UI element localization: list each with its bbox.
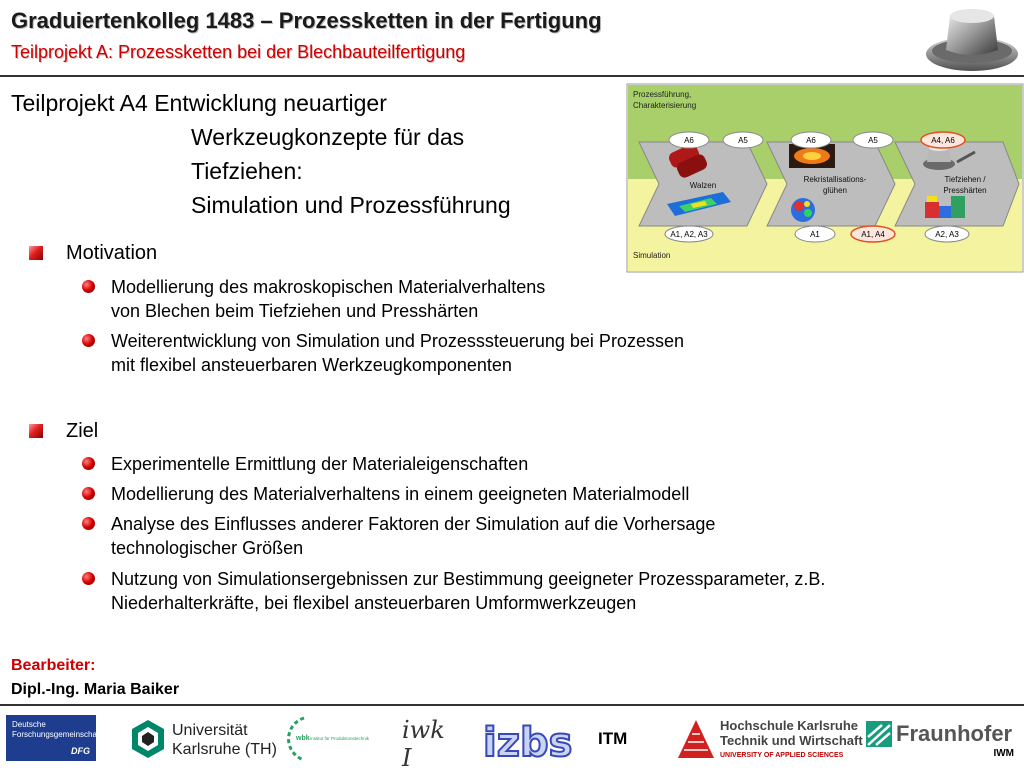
project-title-line-2: Werkzeugkonzepte für das — [191, 124, 465, 150]
deep-drawn-part-image — [924, 2, 1020, 76]
section-bullet-square-icon — [29, 246, 43, 260]
bullet-line: Niederhalterkräfte, bei flexibel ansteuerbaren Umformwerkzeugen — [111, 593, 637, 613]
section-title: Motivation — [66, 242, 158, 264]
iwk-text: iwk I — [402, 716, 445, 772]
bullet-line: Weiterentwicklung von Simulation und Prozesssteuerung bei Prozessen — [111, 331, 684, 351]
oval-walzen-a1-a2-a3 — [665, 226, 713, 242]
bullet-dot-icon — [82, 487, 95, 500]
oval-rekristallisation-a6 — [791, 132, 831, 148]
bullet-line: von Blechen beim Tiefziehen und Presshärten — [111, 301, 479, 321]
wbk-subtitle: Institut für Produktionstechnik — [310, 736, 370, 741]
izbs-text: izbs — [483, 720, 573, 766]
svg-text:A1: A1 — [810, 230, 820, 239]
bullet-line: Modellierung des makroskopischen Materialverhaltens — [111, 277, 546, 297]
hochschule-line-1: Hochschule Karlsruhe — [720, 718, 858, 733]
svg-text:A5: A5 — [738, 136, 748, 145]
bullet-line: technologischer Größen — [111, 538, 304, 558]
bullet-dot-icon — [82, 334, 95, 347]
svg-text:A4, A6: A4, A6 — [931, 136, 955, 145]
wbk-logo — [282, 714, 382, 764]
project-title-line-1: Teilprojekt A4 Entwicklung neuartiger — [11, 90, 387, 116]
hochschule-karlsruhe-logo — [676, 716, 863, 764]
dfg-abbr: DFG — [71, 746, 90, 756]
slide-subtitle: Teilprojekt A: Prozessketten bei der Blechbauteilfertigung — [11, 42, 466, 62]
bullet-line: Nutzung von Simulationsergebnissen zur Bestimmung geeigneter Prozessparameter, z.B. — [111, 569, 826, 589]
stage-label-walzen: Walzen — [689, 181, 717, 190]
process-chain-diagram — [627, 84, 1023, 272]
section-bullet-square-icon — [29, 424, 43, 438]
oval-tiefziehen-a4-a6 — [921, 132, 965, 148]
footer-divider — [0, 704, 1024, 706]
diagram-label-control-2: Charakterisierung — [633, 101, 697, 110]
uni-karlsruhe-line-1: Universität — [172, 722, 248, 739]
bullet-dot-icon — [82, 280, 95, 293]
wbk-text: wbk — [296, 735, 310, 742]
uni-karlsruhe-logo — [128, 717, 277, 763]
author-label: Bearbeiter: — [11, 657, 96, 674]
bullet-line: Analyse des Einflusses anderer Faktoren der Simulation auf die Vorhersage — [111, 514, 716, 534]
stage-label-tiefziehen-2: Presshärten — [943, 186, 987, 195]
oval-tiefziehen-a2-a3 — [925, 226, 969, 242]
rekristallisation-grain-image — [791, 198, 815, 222]
project-title-line-3: Tiefziehen: — [191, 158, 303, 184]
author-name: Dipl.-Ing. Maria Baiker — [11, 681, 180, 698]
uni-karlsruhe-line-2: Karlsruhe (TH) — [172, 741, 277, 758]
bullet-dot-icon — [82, 572, 95, 585]
oval-walzen-a5 — [723, 132, 763, 148]
stage-label-rekristallisation-2: glühen — [822, 186, 848, 195]
uni-karlsruhe-emblem-icon — [130, 719, 166, 759]
svg-text:A2, A3: A2, A3 — [935, 230, 959, 239]
svg-text:A5: A5 — [868, 136, 878, 145]
oval-rekristallisation-a1 — [795, 226, 835, 242]
svg-text:A6: A6 — [684, 136, 694, 145]
slide-title: Graduiertenkolleg 1483 – Prozessketten in der Fertigung — [11, 8, 602, 33]
oval-rekristallisation-a5 — [853, 132, 893, 148]
stage-label-rekristallisation-1: Rekristallisations- — [803, 175, 867, 184]
diagram-label-simulation: Simulation — [633, 251, 671, 260]
bullet-line: Modellierung des Materialverhaltens in einem geeigneten Materialmodell — [111, 484, 690, 504]
iwk-logo — [402, 716, 458, 772]
hochschule-line-3: UNIVERSITY OF APPLIED SCIENCES — [720, 752, 844, 759]
hochschule-line-2: Technik und Wirtschaft — [720, 733, 863, 748]
svg-text:A1, A4: A1, A4 — [861, 230, 885, 239]
fraunhofer-logo — [866, 718, 1022, 764]
svg-text:A6: A6 — [806, 136, 816, 145]
itm-logo: ITM — [598, 729, 628, 748]
bullet-line: mit flexibel ansteuerbaren Werkzeugkomponenten — [111, 355, 512, 375]
bullet-line: Experimentelle Ermittlung der Materialeigenschaften — [111, 454, 529, 474]
bullet-dot-icon — [82, 517, 95, 530]
section-title: Ziel — [66, 420, 99, 442]
project-title-line-4: Simulation und Prozessführung — [191, 192, 511, 218]
dfg-logo — [6, 715, 102, 761]
oval-walzen-a6 — [669, 132, 709, 148]
bullet-dot-icon — [82, 457, 95, 470]
fraunhofer-text: Fraunhofer — [896, 721, 1013, 746]
fraunhofer-emblem-icon — [866, 721, 892, 747]
fraunhofer-iwm: IWM — [993, 748, 1014, 759]
svg-text:A1, A2, A3: A1, A2, A3 — [670, 230, 708, 239]
stage-label-tiefziehen-1: Tiefziehen / — [944, 175, 986, 184]
header-divider — [0, 75, 1024, 77]
izbs-logo — [481, 712, 573, 766]
oval-rekristallisation-a1-a4 — [851, 226, 895, 242]
dfg-line-1: Deutsche — [12, 720, 46, 729]
dfg-line-2: Forschungsgemeinschaft — [12, 730, 102, 739]
diagram-label-control-1: Prozessführung, — [633, 90, 692, 99]
hochschule-emblem-icon — [676, 718, 716, 762]
